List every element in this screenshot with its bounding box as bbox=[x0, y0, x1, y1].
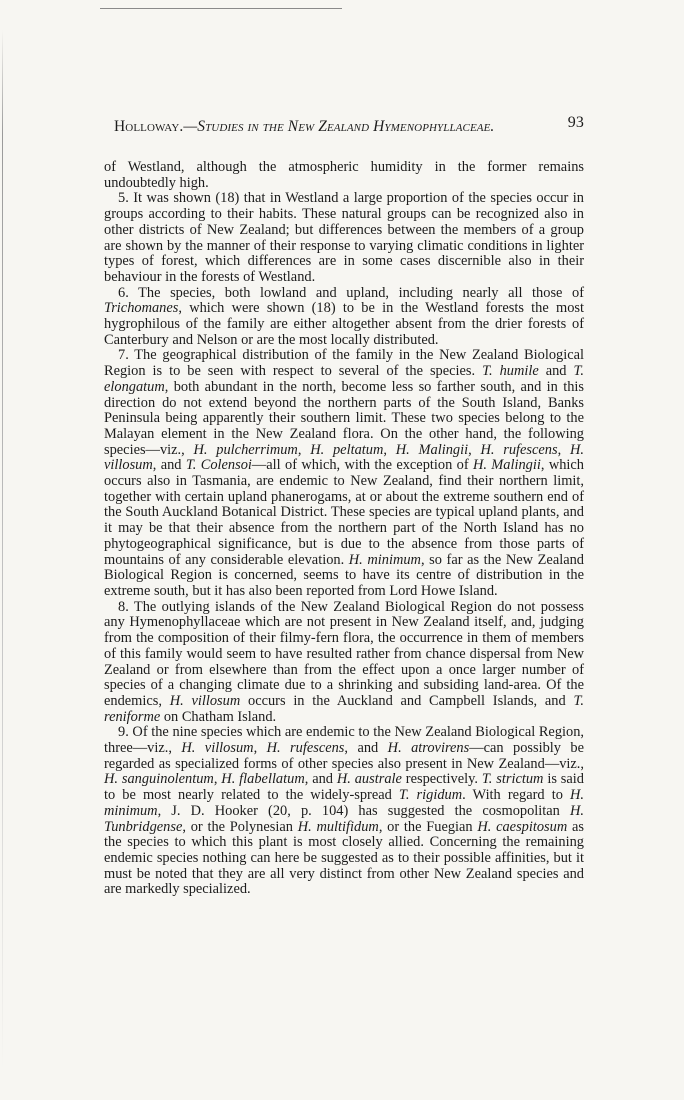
paragraph-5: 5. It was shown (18) that in Westland a large proportion of the species occur in groups according to their habits. These natural groups can be recognized also in other districts of New Zealand; but differences between the members of a group are shown by the manner of their response to varying climatic conditions in lighter types of forest, which differences are in some cases discernible also in their behaviour in the forests of Westland. bbox=[104, 190, 584, 285]
paragraph-continuation: of Westland, although the atmospheric humidity in the former remains undoubtedly high. bbox=[104, 159, 584, 191]
species-name: T. Colensoi bbox=[185, 457, 252, 474]
header-line bbox=[114, 118, 494, 136]
species-name: H. minimum bbox=[104, 787, 584, 819]
species-name: T. elongatum bbox=[104, 363, 585, 395]
paragraph-6: 6. The species, both lowland and upland, including nearly all those of Trichomanes, which were shown (18) to be in the Westland forests the most hygrophilous of the family are either altogether absent from the drier forests of Canterbury and Nelson or are the most locally distributed. bbox=[104, 284, 584, 348]
species-name: T. reniforme bbox=[104, 692, 584, 725]
species-name: H. minimum bbox=[348, 551, 421, 568]
species-name: H. pulcherrimum bbox=[193, 441, 298, 458]
species-name: H. atrovirens bbox=[387, 740, 470, 757]
species-name: H. Malingii bbox=[472, 457, 541, 474]
species-name: H. rufescens bbox=[266, 740, 345, 757]
species-name: Trichomanes bbox=[104, 300, 179, 317]
species-name: H. peltatum bbox=[310, 441, 384, 458]
top-rule bbox=[100, 8, 342, 9]
scan-edge-mark bbox=[2, 30, 3, 1070]
species-name: H. Malingii bbox=[395, 441, 469, 458]
running-head bbox=[104, 114, 584, 138]
header-author: Holloway. bbox=[114, 118, 184, 135]
paragraph-7: 7. The geographical distribution of the family in the New Zealand Biological Region is to be seen with respect to several of the species. T. humile and T. elongatum, both abundant in the north, become less so farther south, and in this direction do not extend beyond the northern parts of the South Island, Banks Peninsula being apparently their southern limit. These two species belong to the Malayan element in the New Zealand flora. On the other hand, the following species—viz., H. pulcherrimum, H. peltatum, H. Malingii, H. rufescens, H. villosum, and T. Colensoi—all of which, with the exception of H. Malingii, which occurs also in Tasmania, are endemic to New Zealand, find their northern limit, together with certain upland phanerogams, at or about the extreme southern end of the South Auckland Botanical District. These species are typical upland plants, and it may be that their absence from the northern part of the North Island has no phytogeographical significance, but is due to the absence from those parts of mountains of any considerable elevation. H. minimum, so far as the New Zealand Biological Region is concerned, seems to have its centre of distribution in the extreme south, but it has also been reported from Lord Howe Island. bbox=[104, 347, 585, 599]
species-name: H. caespitosum bbox=[477, 818, 568, 835]
species-name: H. sanguinolentum bbox=[104, 771, 214, 788]
species-name: H. Tunbridgense bbox=[104, 802, 584, 835]
paragraph-8: 8. The outlying islands of the New Zealand Biological Region do not possess any Hymenophyllaceae which are not present in New Zealand itself, and, judging from the composition of their filmy-fern flora, the occurrence in them of members of this family would seem to have resulted rather from chance dispersal from New Zealand or from elsewhere than from the effect upon a once larger number of species of a changing climate due to a shrinking and subsiding land-area. Of the endemics, H. villosum occurs in the Auckland and Campbell Islands, and T. reniforme on Chatham Island. bbox=[104, 598, 584, 725]
species-name: H. villosum bbox=[104, 441, 584, 474]
species-name: H. flabellatum bbox=[221, 771, 305, 788]
species-name: T. rigidum bbox=[398, 787, 463, 804]
paragraph-9: 9. Of the nine species which are endemic to the New Zealand Biological Region, three—viz., H. villosum, H. rufescens, and H. atrovirens—can possibly be regarded as specialized forms of other species also present in New Zealand—viz., H. sanguinolentum, H. flabellatum, and H. australe respectively. T. strictum is said to be most nearly related to the widely-spread T. rigidum. With regard to H. minimum, J. D. Hooker (20, p. 104) has suggested the cosmopolitan H. Tunbridgense, or the Polynesian H. multifidum, or the Fuegian H. caespitosum as the species to which this plant is most closely allied. Concerning the remaining endemic species nothing can here be suggested as to their possible affinities, but it must be noted that they are all very distinct from other New Zealand species and are markedly specialized. bbox=[104, 724, 585, 898]
species-name: H. australe bbox=[336, 771, 402, 788]
species-name: H. villosum bbox=[169, 692, 241, 709]
article-body bbox=[104, 160, 584, 898]
header-title: —Studies in the New Zealand Hymenophyllaceae. bbox=[183, 118, 495, 135]
species-name: T. strictum bbox=[481, 771, 544, 788]
species-name: T. humile bbox=[482, 363, 539, 380]
page-number: 93 bbox=[567, 114, 584, 131]
species-name: H. multifidum bbox=[297, 818, 379, 835]
species-name: H. villosum bbox=[181, 740, 254, 757]
species-name: H. rufescens bbox=[480, 441, 558, 458]
